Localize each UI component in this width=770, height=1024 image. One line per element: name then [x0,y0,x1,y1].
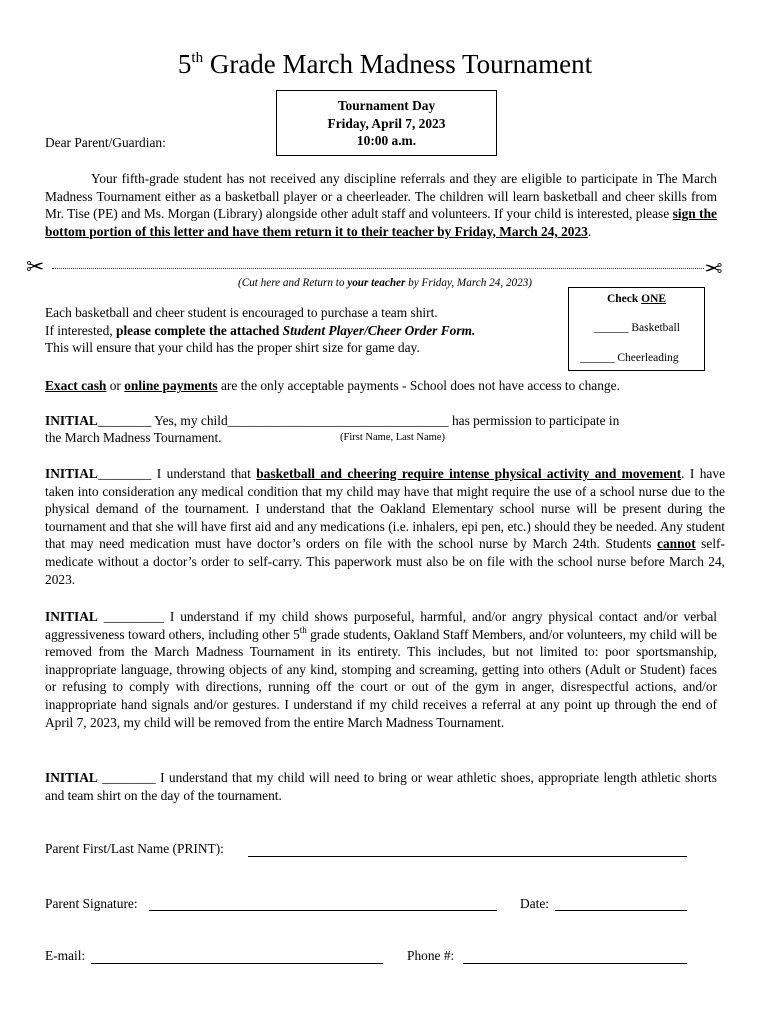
option-basketball[interactable]: ______ Basketball [594,322,680,334]
scissors-icon: ✂ [26,254,45,279]
initial-permission-line-2: the March Madness Tournament. [45,430,222,445]
initial-medical: INITIAL________ I understand that basketball and cheering require intense physical activity and movement. I have taken into consideration any medical condition that my child may have that might require the use of a school nurse due to the physical demand of the tournament. I understand that the Oakland Elementary school nurse will be present during the tournament and that she will have first aid and any medications (i.e. inhalers, epi pen, etc.) should they be needed. Any student that may need medication must have doctor’s orders on file with the school nurse by March 24th. Students cannot self-medicate without a doctor’s order to self-carry. This paperwork must also be on file with the school nurse before March 24, 2023. [45,466,726,587]
initial-blank[interactable]: _________ [97,609,164,624]
check-one-title: Check ONE [606,293,667,305]
shirt-line-1: Each basketball and cheer student is encouraged to purchase a team shirt. [45,305,438,320]
physical-activity-warning: basketball and cheering require intense physical activity and movement [256,466,682,481]
page-title: 5th Grade March Madness Tournament [177,49,593,79]
phone-field[interactable] [463,963,687,964]
shirt-line-2: If interested, please complete the attached Student Player/Cheer Order Form. [45,323,476,338]
return-instructions: sign the bottom portion of this letter and have them return it to their teacher by Friday, March 24, 2023 [45,206,717,239]
scissors-icon: ✂ [704,256,723,281]
tournament-time: 10:00 a.m. [356,133,417,148]
email-label: E-mail: [45,948,86,963]
initial-blank[interactable]: ________ [97,413,152,428]
option-cheerleading[interactable]: ______ Cheerleading [580,352,679,364]
date-field[interactable] [555,910,687,911]
check-one-box [568,287,705,371]
email-field[interactable] [91,963,383,964]
initial-blank[interactable]: ________ [97,770,156,785]
tournament-day-label: Tournament Day [337,98,436,113]
initial-attire: INITIAL ________ I understand that my child will need to bring or wear athletic shoes, appropriate length athletic shorts and team shirt on the day of the tournament. [45,770,717,803]
tournament-date: Friday, April 7, 2023 [327,115,446,131]
tournament-day-box [276,90,497,156]
payment-note: Exact cash or online payments are the only acceptable payments - School does not have access to change. [45,378,620,393]
shirt-line-3: This will ensure that your child has the proper shirt size for game day. [45,340,420,355]
parent-signature-label: Parent Signature: [45,896,138,911]
cut-note: (Cut here and Return to your teacher by Friday, March 24, 2023) [237,277,533,289]
cut-line [52,268,704,269]
greeting: Dear Parent/Guardian: [45,135,166,150]
intro-paragraph: Your fifth-grade student has not received any discipline referrals and they are eligible to participate in The March Madness Tournament either as a basketball player or a cheerleader. The children will learn basketball and cheer skills from Mr. Tise (PE) and Ms. Morgan (Library) alongside other adult staff and volunteers. If your child is interested, please sign the bottom portion of this letter and have them return it to their teacher by Friday, March 24, 2023. [45,171,717,239]
parent-name-label: Parent First/Last Name (PRINT): [45,841,224,856]
child-name-blank[interactable]: _________________________________ [227,413,449,428]
initial-behavior: INITIAL _________ I understand if my child shows purposeful, harmful, and/or angry physical contact and/or verbal aggressiveness toward others, including other 5th grade students, Oakland Staff Members, and/or volunteers, my child will be removed from the March Madness Tournament in its entirety. This includes, but not limited to: poor sportsmanship, inappropriate language, throwing objects of any kind, stomping and screaming, getting into others (Adult or Student) faces or refusing to comply with directions, running off the court or out of the gym in anger, disrespectful actions, and/or inappropriate hand signals and/or gestures. I understand if my child receives a referral at any point up through the end of April 7, 2023, my child will be removed from the entire March Madness Tournament. [45,609,717,730]
child-name-sublabel: (First Name, Last Name) [340,432,445,443]
parent-name-field[interactable] [248,856,687,857]
parent-signature-field[interactable] [149,910,497,911]
initial-permission: INITIAL________ Yes, my child_________________________________ has permission to participate in [45,413,620,428]
date-label: Date: [520,896,549,911]
initial-blank[interactable]: ________ [97,466,152,481]
phone-label: Phone #: [407,948,455,963]
